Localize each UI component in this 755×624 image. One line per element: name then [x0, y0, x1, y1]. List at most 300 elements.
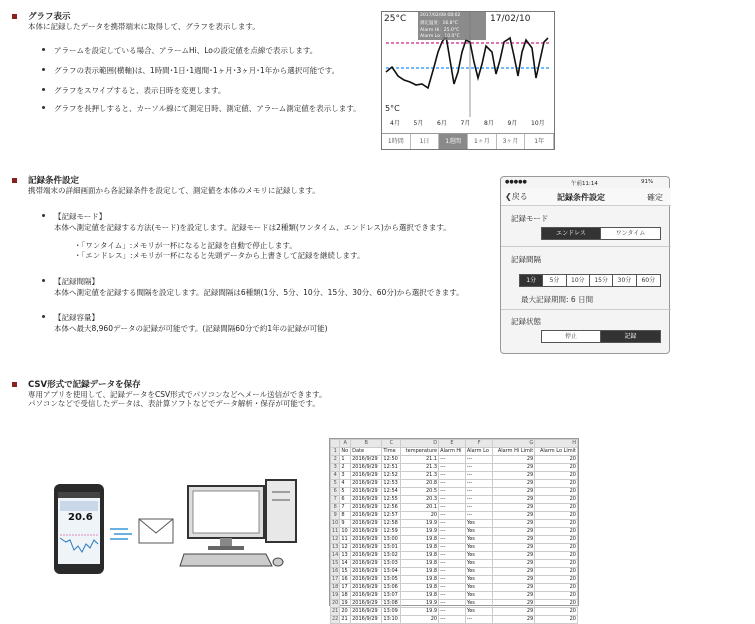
table-cell: C [382, 440, 401, 448]
table-cell: 5 [340, 488, 351, 496]
table-cell: Alarm Hi Limit [493, 448, 535, 456]
table-cell: 21.1 [401, 456, 439, 464]
table-cell: 13:04 [382, 568, 401, 576]
row-number: 16 [332, 568, 339, 574]
table-cell: Yes [465, 528, 492, 536]
segment-option[interactable]: 15分 [590, 275, 613, 286]
table-cell: B [351, 440, 382, 448]
mode-label: 記録モード [511, 214, 549, 223]
table-cell: 13:08 [382, 600, 401, 608]
table-cell: 29 [493, 568, 535, 576]
state-label: 記録状態 [511, 317, 541, 326]
row-number: 4 [331, 472, 340, 480]
table-cell: 13:05 [382, 576, 401, 584]
table-cell: 20 [535, 456, 578, 464]
table-cell: Alarm Lo [465, 448, 492, 456]
table-cell: 19.8 [401, 552, 439, 560]
nav-title: 記録条件設定 [557, 193, 605, 202]
clock: 午前11:14 [571, 181, 598, 187]
table-cell: 19.8 [401, 584, 439, 592]
table-cell: 20 [535, 520, 578, 528]
table-cell: 15 [340, 568, 351, 576]
table-cell: 2016/9/29 [351, 512, 382, 520]
table-cell: --- [465, 488, 492, 496]
section-heading-settings: 記録条件設定 [28, 176, 80, 186]
table-cell: 13:03 [382, 560, 401, 568]
table-cell: temperature [401, 448, 439, 456]
table-cell: 13:01 [382, 544, 401, 552]
row-number: 12 [332, 536, 339, 542]
table-cell: --- [439, 480, 466, 488]
table-cell: 12:52 [382, 472, 401, 480]
table-cell: 2016/9/29 [351, 576, 382, 584]
table-cell: Yes [465, 576, 492, 584]
item-body: 本体へ測定値を記録する方法(モード)を設定します。記録モードは2種類(ワンタイム、エンドレス)から選択できます。 [54, 223, 451, 232]
table-cell: --- [439, 496, 466, 504]
table-cell: 2016/9/29 [351, 600, 382, 608]
tooltip-line: 測定温度：16.8°C [420, 21, 458, 26]
table-cell: 20 [401, 616, 439, 624]
phone-screen [58, 492, 100, 564]
battery: 91% [641, 179, 654, 185]
table-cell: 13:06 [382, 584, 401, 592]
nav-bar [501, 188, 671, 206]
table-cell: 19.8 [401, 544, 439, 552]
table-row [331, 608, 578, 616]
table-cell: 29 [493, 592, 535, 600]
row-number: 14 [332, 552, 339, 558]
bullet-text: アラームを設定している場合、アラームHi、Loの設定値を点線で表示します。 [54, 46, 318, 55]
bullet-text: グラフの表示範囲(横軸)は、1時間･1日･1週間･1ヶ月･3ヶ月･1年から選択可能です。 [54, 66, 340, 75]
table-cell: Yes [465, 544, 492, 552]
table-row [331, 600, 578, 608]
bullet-dot [42, 214, 45, 217]
table-cell: 2016/9/29 [351, 480, 382, 488]
table-cell: Yes [465, 560, 492, 568]
bullet-dot [42, 68, 45, 71]
table-cell: 2016/9/29 [351, 456, 382, 464]
table-cell: 2016/9/29 [351, 584, 382, 592]
x-tick-label: 6月 [437, 120, 447, 127]
divider [501, 246, 671, 247]
table-cell: 2016/9/29 [351, 568, 382, 576]
table-cell: --- [439, 568, 466, 576]
table-cell: 29 [493, 600, 535, 608]
table-row [331, 464, 578, 472]
bullet-dot [42, 315, 45, 318]
mode-selector[interactable] [541, 227, 661, 240]
table-cell: 29 [493, 616, 535, 624]
table-cell: --- [465, 504, 492, 512]
row-number [331, 440, 340, 448]
table-cell: 19 [340, 600, 351, 608]
table-row [331, 456, 578, 464]
range-tab[interactable]: 1週間 [439, 134, 468, 149]
table-cell: 19.9 [401, 608, 439, 616]
table-cell: 13:09 [382, 608, 401, 616]
row-number: 21 [332, 608, 339, 614]
table-cell: 29 [493, 560, 535, 568]
table-cell: 12:58 [382, 520, 401, 528]
range-tab[interactable]: 1ヶ月 [468, 134, 497, 149]
table-row [331, 448, 578, 456]
table-cell: No [340, 448, 351, 456]
table-cell: 12 [340, 544, 351, 552]
table-cell: 29 [493, 584, 535, 592]
row-number: 11 [332, 528, 339, 534]
table-cell: 12:51 [382, 464, 401, 472]
table-cell: 20 [535, 568, 578, 576]
max-period: 最大記録期間: 6 日間 [521, 295, 594, 304]
phone-header [60, 501, 98, 511]
y-top-label: 25°C [384, 14, 407, 24]
table-row [331, 592, 578, 600]
table-cell: Yes [465, 600, 492, 608]
table-cell: Yes [465, 584, 492, 592]
item-sub: ・「ワンタイム」:メモリが一杯になると記録を自動で停止します。 [74, 241, 297, 250]
segment-option[interactable]: 30分 [613, 275, 636, 286]
table-cell: 20 [535, 616, 578, 624]
segment-option[interactable]: 5分 [543, 275, 566, 286]
table-cell: 20.5 [401, 488, 439, 496]
row-number: 15 [332, 560, 339, 566]
table-row [331, 440, 578, 448]
table-cell: 29 [493, 528, 535, 536]
table-cell: 12:57 [382, 512, 401, 520]
range-tab[interactable]: 1時間 [382, 134, 411, 149]
table-cell: Alarm Lo Limit [535, 448, 578, 456]
table-cell: --- [439, 520, 466, 528]
table-cell: 4 [340, 480, 351, 488]
section-marker [12, 14, 17, 19]
table-cell: 19.9 [401, 528, 439, 536]
table-cell: 29 [493, 512, 535, 520]
row-number: 2 [331, 456, 340, 464]
tooltip-line: 2017/02/08 08:02 [420, 13, 461, 18]
row-number: 9 [331, 512, 340, 520]
table-cell: 29 [493, 488, 535, 496]
x-tick-label: 9月 [507, 120, 518, 127]
table-cell: 14 [340, 560, 351, 568]
table-cell: 2016/9/29 [351, 488, 382, 496]
table-row [331, 512, 578, 520]
row-number: 5 [331, 480, 340, 488]
back-button[interactable]: ❮戻る [505, 192, 528, 201]
table-cell: 2016/9/29 [351, 472, 382, 480]
item-title: 【記録モード】 [54, 212, 107, 221]
segment-option[interactable]: 10分 [567, 275, 590, 286]
csv-table [330, 439, 578, 624]
table-cell: 19.8 [401, 576, 439, 584]
item-sub: ・「エンドレス」:メモリが一杯になると先頭データから上書きして記録を継続します。 [74, 251, 365, 260]
table-cell: 12:54 [382, 488, 401, 496]
table-cell: 3 [340, 472, 351, 480]
table-cell: --- [465, 512, 492, 520]
table-cell: H [535, 440, 578, 448]
bullet-dot [42, 106, 45, 109]
table-cell: --- [465, 480, 492, 488]
table-row [331, 576, 578, 584]
bullet-dot [42, 48, 45, 51]
tooltip-line: Alarm Hi：25.0°C [420, 28, 460, 33]
table-cell: 12:55 [382, 496, 401, 504]
table-cell: 13:10 [382, 616, 401, 624]
table-cell: 20 [535, 488, 578, 496]
table-cell: 29 [493, 536, 535, 544]
table-cell: 12:50 [382, 456, 401, 464]
table-cell: 20.3 [401, 496, 439, 504]
section-desc: 専用アプリを使用して、記録データをCSV形式でパソコンなどへメール送信ができます。 [28, 390, 327, 399]
row-number: 1 [331, 448, 340, 456]
table-cell: 29 [493, 520, 535, 528]
table-cell: --- [439, 512, 466, 520]
send-arrows-icon [108, 525, 136, 543]
bullet-text: グラフをスワイプすると、表示日時を変更します。 [54, 86, 226, 95]
table-row [331, 472, 578, 480]
range-tab[interactable]: 1年 [525, 134, 554, 149]
row-number: 8 [331, 504, 340, 512]
table-cell: 20 [535, 576, 578, 584]
temperature-line [386, 36, 548, 88]
table-cell: --- [439, 528, 466, 536]
table-cell: --- [439, 456, 466, 464]
item-body: 本体へ最大8,960データの記録が可能です。(記録間隔60分で約1年の記録が可能) [54, 324, 328, 333]
table-cell: 13:07 [382, 592, 401, 600]
section-heading-graph: グラフ表示 [28, 12, 71, 22]
table-cell: 20.1 [401, 504, 439, 512]
settings-phone-screen [500, 176, 670, 354]
table-cell: 19.8 [401, 592, 439, 600]
table-cell: 29 [493, 552, 535, 560]
table-row [331, 528, 578, 536]
table-cell: 13:02 [382, 552, 401, 560]
interval-selector[interactable] [519, 274, 661, 287]
carrier-signal: ●●●●● [505, 179, 527, 185]
range-tab[interactable]: 1日 [411, 134, 440, 149]
table-cell: 29 [493, 608, 535, 616]
table-cell: 2016/9/29 [351, 608, 382, 616]
table-cell: 2016/9/29 [351, 520, 382, 528]
table-cell: F [465, 440, 492, 448]
table-row [331, 488, 578, 496]
x-tick-label: 4月 [390, 120, 400, 127]
table-cell: 2016/9/29 [351, 528, 382, 536]
table-cell: 21.3 [401, 464, 439, 472]
table-cell: 20 [535, 560, 578, 568]
table-cell: 19.8 [401, 536, 439, 544]
table-cell: 12:53 [382, 480, 401, 488]
table-cell: --- [465, 496, 492, 504]
table-cell: 20 [535, 528, 578, 536]
table-cell: --- [439, 576, 466, 584]
table-cell: Yes [465, 520, 492, 528]
table-cell: 19.8 [401, 568, 439, 576]
table-cell: 29 [493, 464, 535, 472]
section-desc: 本体に記録したデータを携帯端末に取得して、グラフを表示します。 [28, 22, 260, 31]
table-cell: --- [439, 544, 466, 552]
graph-screenshot [381, 11, 555, 150]
confirm-button[interactable]: 確定 [647, 193, 663, 202]
bullet-text: グラフを長押しすると、カーソル線にて測定日時、測定値、アラーム測定値を表示します。 [54, 104, 361, 113]
table-cell: 2016/9/29 [351, 496, 382, 504]
segment-option[interactable]: エンドレス [542, 228, 601, 239]
row-number: 17 [332, 576, 339, 582]
table-cell: Yes [465, 608, 492, 616]
segment-option[interactable]: 記録 [601, 331, 660, 342]
segment-option[interactable]: ワンタイム [601, 228, 660, 239]
range-tab[interactable]: 3ヶ月 [497, 134, 526, 149]
table-cell: 20 [535, 584, 578, 592]
table-cell: 6 [340, 496, 351, 504]
bullet-dot [42, 279, 45, 282]
table-cell: 29 [493, 472, 535, 480]
section-desc: 携帯端末の詳細画面から各記録条件を設定して、測定値を本体のメモリに記録します。 [28, 186, 320, 195]
table-row [331, 544, 578, 552]
table-cell: 20 [535, 496, 578, 504]
table-cell: --- [439, 608, 466, 616]
table-cell: 11 [340, 536, 351, 544]
table-cell: --- [465, 616, 492, 624]
row-number: 7 [331, 496, 340, 504]
table-row [331, 560, 578, 568]
section-marker [12, 178, 17, 183]
table-cell: 29 [493, 504, 535, 512]
table-cell: Yes [465, 592, 492, 600]
table-cell: --- [439, 536, 466, 544]
table-cell: 20 [535, 464, 578, 472]
row-number: 20 [332, 600, 339, 606]
table-cell: D [401, 440, 439, 448]
table-row [331, 504, 578, 512]
table-cell: 20 [401, 512, 439, 520]
smartphone-illustration [54, 484, 104, 574]
table-cell: Time [382, 448, 401, 456]
table-cell: 7 [340, 504, 351, 512]
table-cell: Yes [465, 552, 492, 560]
table-cell: 20 [535, 536, 578, 544]
table-row [331, 568, 578, 576]
table-cell: 21 [340, 616, 351, 624]
table-cell: 20 [535, 544, 578, 552]
table-cell: 18 [340, 592, 351, 600]
table-cell: --- [439, 488, 466, 496]
table-cell: 20 [535, 504, 578, 512]
phone-reading: 20.6 [68, 512, 93, 523]
row-number: 13 [332, 544, 339, 550]
bullet-dot [42, 88, 45, 91]
table-cell: --- [439, 504, 466, 512]
row-number: 22 [332, 616, 339, 622]
table-cell: 29 [493, 576, 535, 584]
table-cell: 13 [340, 552, 351, 560]
table-cell: --- [439, 616, 466, 624]
segment-option[interactable]: 停止 [542, 331, 601, 342]
interval-label: 記録間隔 [511, 255, 541, 264]
table-cell: 9 [340, 520, 351, 528]
table-cell: --- [465, 472, 492, 480]
chevron-left-icon: ❮ [505, 192, 512, 201]
table-cell: --- [439, 560, 466, 568]
table-cell: 29 [493, 544, 535, 552]
table-cell: --- [465, 464, 492, 472]
table-cell: 8 [340, 512, 351, 520]
table-cell: 20 [535, 480, 578, 488]
row-number: 3 [331, 464, 340, 472]
table-cell: G [493, 440, 535, 448]
table-cell: 20.8 [401, 480, 439, 488]
table-cell: 16 [340, 576, 351, 584]
segment-option[interactable]: 1分 [520, 275, 543, 286]
table-cell: 2016/9/29 [351, 560, 382, 568]
state-selector[interactable] [541, 330, 661, 343]
item-title: 【記録間隔】 [54, 277, 99, 286]
table-cell: Yes [465, 568, 492, 576]
table-row [331, 496, 578, 504]
table-cell: 20 [535, 512, 578, 520]
table-row [331, 584, 578, 592]
section-marker [12, 382, 17, 387]
table-cell: 2016/9/29 [351, 552, 382, 560]
item-title: 【記録容量】 [54, 313, 99, 322]
table-cell: Yes [465, 536, 492, 544]
table-cell: 19.9 [401, 600, 439, 608]
table-cell: 2016/9/29 [351, 544, 382, 552]
table-cell: 20 [535, 608, 578, 616]
x-tick-label: 5月 [413, 120, 424, 127]
table-cell: --- [439, 552, 466, 560]
table-cell: 2016/9/29 [351, 592, 382, 600]
phone-status-bar [58, 492, 100, 498]
segment-option[interactable]: 60分 [637, 275, 660, 286]
x-tick-label: 7月 [460, 120, 471, 127]
date-label: 17/02/10 [490, 14, 531, 24]
table-cell: --- [439, 472, 466, 480]
table-cell: 21.3 [401, 472, 439, 480]
x-tick-label: 8月 [484, 120, 494, 127]
spreadsheet [329, 438, 579, 622]
table-cell: A [340, 440, 351, 448]
range-tabs [382, 133, 554, 149]
table-cell: --- [439, 584, 466, 592]
table-row [331, 536, 578, 544]
table-cell: E [439, 440, 466, 448]
row-number: 6 [331, 488, 340, 496]
x-axis [382, 118, 554, 128]
divider [501, 309, 671, 310]
row-number: 18 [332, 584, 339, 590]
table-cell: 2016/9/29 [351, 536, 382, 544]
table-cell: --- [439, 600, 466, 608]
table-cell: 20 [535, 472, 578, 480]
table-cell: 20 [535, 552, 578, 560]
table-cell: 13:00 [382, 536, 401, 544]
table-cell: --- [439, 464, 466, 472]
table-cell: 20 [535, 592, 578, 600]
item-body: 本体へ測定値を記録する間隔を設定します。記録間隔は6種類(1分、5分、10分、15分、30分、60分)から選択できます。 [54, 288, 464, 297]
table-cell: 29 [493, 480, 535, 488]
row-number: 19 [332, 592, 339, 598]
table-cell: 1 [340, 456, 351, 464]
section-desc: パソコンなどで受信したデータは、表計算ソフトなどでデータ解析・保存が可能です。 [28, 399, 320, 408]
desktop-computer-icon [180, 478, 300, 570]
table-cell: 20 [535, 600, 578, 608]
table-cell: 19.8 [401, 560, 439, 568]
graph-plot [382, 12, 554, 133]
table-cell: 2016/9/29 [351, 464, 382, 472]
table-cell: 20 [340, 608, 351, 616]
table-cell: --- [465, 456, 492, 464]
envelope-icon [138, 518, 174, 544]
